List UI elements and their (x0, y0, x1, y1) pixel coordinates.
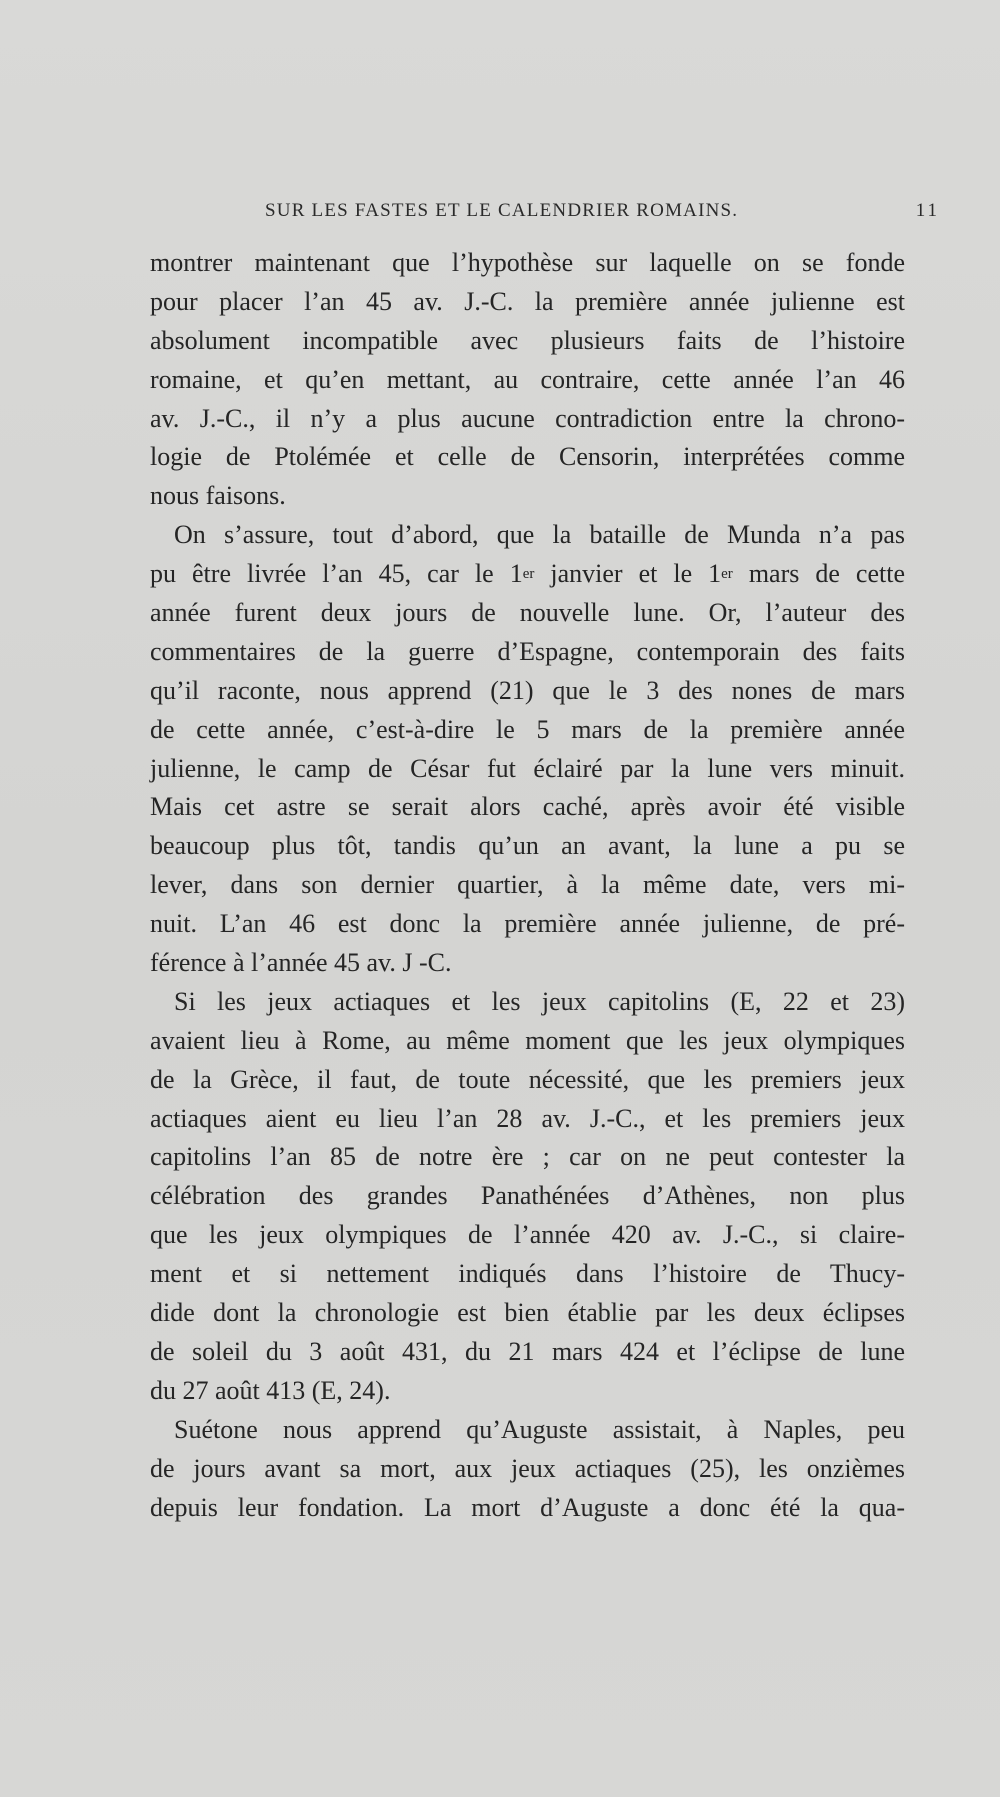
text-line: ment et si nettement indiqués dans l’histoire de Thucy- (150, 1259, 905, 1289)
text-line: julienne, le camp de César fut éclairé par la lune vers minuit. (150, 753, 905, 783)
text-line: nuit. L’an 46 est donc la première année julienne, de pré- (150, 909, 905, 939)
text-line: que les jeux olympiques de l’année 420 av. J.-C., si claire- (150, 1220, 905, 1250)
text-line: lever, dans son dernier quartier, à la même date, vers mi- (150, 870, 905, 900)
text-line: pour placer l’an 45 av. J.-C. la première année julienne est (150, 286, 905, 316)
text-line: romaine, et qu’en mettant, au contraire, cette année l’an 46 (150, 364, 905, 394)
superscript: er (721, 566, 733, 583)
text-fragment: mars de cette (732, 559, 905, 589)
text-line: beaucoup plus tôt, tandis qu’un an avant, la lune a pu se (150, 831, 905, 861)
text-line: de jours avant sa mort, aux jeux actiaques (25), les onzièmes (150, 1453, 905, 1483)
text-line: Si les jeux actiaques et les jeux capitolins (E, 22 et 23) (174, 986, 905, 1016)
text-line: nous faisons. (150, 481, 286, 511)
body-text (150, 244, 905, 1527)
superscript: er (522, 566, 535, 583)
running-head (265, 200, 940, 230)
text-line: commentaires de la guerre d’Espagne, contemporain des faits (150, 636, 905, 666)
text-line: Suétone nous apprend qu’Auguste assistait, à Naples, peu (174, 1414, 905, 1444)
text-line: av. J.-C., il n’y a plus aucune contradiction entre la chrono- (150, 403, 905, 433)
text-line: dide dont la chronologie est bien établie par les deux éclipses (150, 1298, 905, 1328)
text-fragment: janvier et le 1 (534, 559, 722, 589)
text-line: célébration des grandes Panathénées d’Athènes, non plus (150, 1181, 905, 1211)
text-line: qu’il raconte, nous apprend (21) que le 3 des nones de mars (150, 675, 905, 705)
text-line: capitolins l’an 85 de notre ère ; car on ne peut contester la (150, 1142, 905, 1172)
text-fragment: pu être livrée l’an 45, car le 1 (150, 559, 523, 589)
text-line: férence à l’année 45 av. J -C. (150, 948, 452, 978)
text-line: Mais cet astre se serait alors caché, après avoir été visible (150, 792, 905, 822)
text-line: du 27 août 413 (E, 24). (150, 1375, 391, 1405)
text-line: absolument incompatible avec plusieurs faits de l’histoire (150, 325, 905, 355)
text-line (150, 555, 905, 594)
text-line: logie de Ptolémée et celle de Censorin, interprétées comme (150, 442, 905, 472)
running-title: SUR LES FASTES ET LE CALENDRIER ROMAINS. (265, 200, 739, 221)
page-number: 11 (915, 200, 940, 221)
text-line: depuis leur fondation. La mort d’Auguste a donc été la qua- (150, 1492, 905, 1522)
text-line: de la Grèce, il faut, de toute nécessité, que les premiers jeux (150, 1064, 905, 1094)
text-line: montrer maintenant que l’hypothèse sur laquelle on se fonde (150, 248, 905, 277)
text-line: de cette année, c’est-à-dire le 5 mars de la première année (150, 714, 905, 744)
text-line: avaient lieu à Rome, au même moment que les jeux olympiques (150, 1025, 905, 1055)
text-line: On s’assure, tout d’abord, que la bataille de Munda n’a pas (174, 520, 905, 550)
text-line: année furent deux jours de nouvelle lune. Or, l’auteur des (150, 598, 905, 628)
text-line: actiaques aient eu lieu l’an 28 av. J.-C., et les premiers jeux (150, 1103, 905, 1133)
text-line: de soleil du 3 août 431, du 21 mars 424 et l’éclipse de lune (150, 1336, 905, 1366)
